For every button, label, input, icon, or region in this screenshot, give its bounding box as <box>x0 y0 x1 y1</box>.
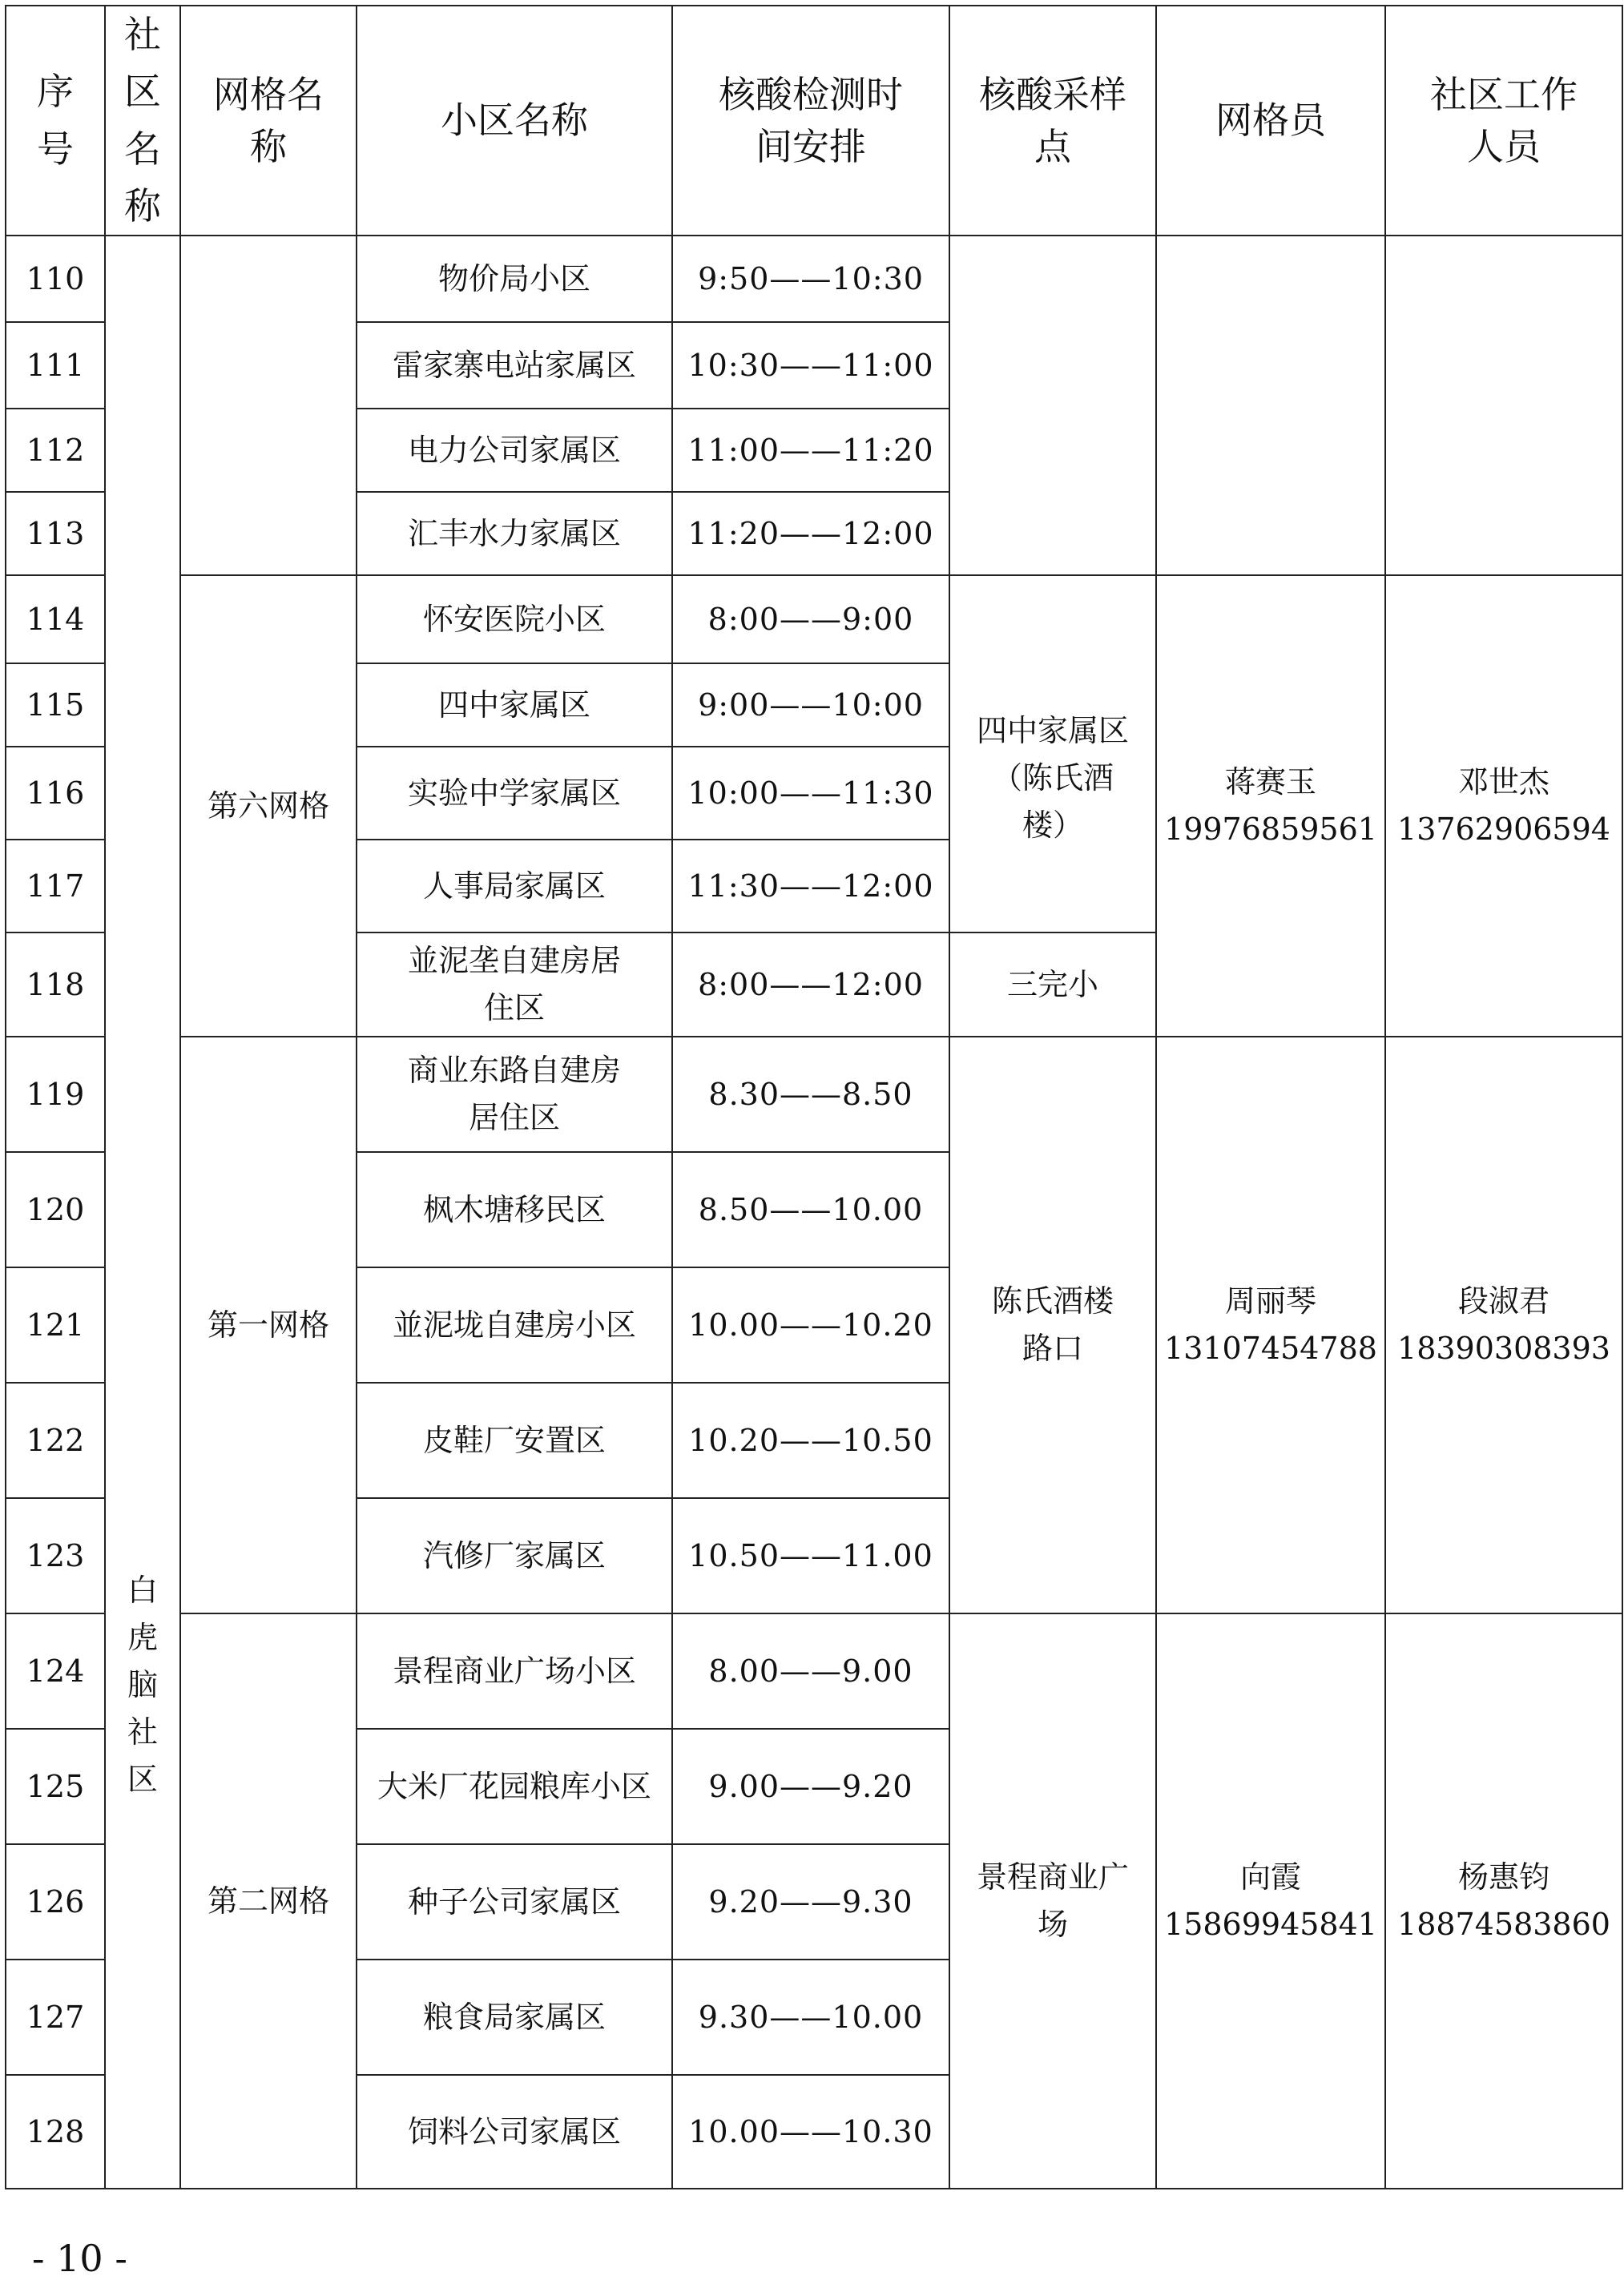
time-cell: 9.20——9.30 <box>672 1844 949 1960</box>
staff-cell-g2: 杨惠钧 18874583860 <box>1385 1613 1622 2189</box>
estate-cell: 种子公司家属区 <box>357 1844 672 1960</box>
estate-cell: 枫木塘移民区 <box>357 1152 672 1267</box>
estate-cell: 实验中学家属区 <box>357 747 672 840</box>
header-gridman: 网格员 <box>1156 6 1385 236</box>
table-row <box>6 575 1622 663</box>
seq-cell: 121 <box>6 1267 105 1383</box>
community-cell: 白虎脑社区 <box>105 236 180 2189</box>
seq-cell: 117 <box>6 840 105 933</box>
time-cell: 8:00——9:00 <box>672 575 949 663</box>
staff-cell-g1: 段淑君 18390308393 <box>1385 1037 1622 1613</box>
time-cell: 11:20——12:00 <box>672 492 949 575</box>
seq-cell: 120 <box>6 1152 105 1267</box>
estate-cell: 皮鞋厂安置区 <box>357 1383 672 1498</box>
header-community: 社区名称 <box>105 6 180 236</box>
header-time: 核酸检测时间安排 <box>672 6 949 236</box>
table-row <box>6 1037 1622 1152</box>
page-number: - 10 - <box>32 2237 127 2280</box>
seq-cell: 124 <box>6 1613 105 1729</box>
estate-cell: 雷家寨电站家属区 <box>357 322 672 409</box>
header-site: 核酸采样点 <box>949 6 1156 236</box>
site-cell-g6: 四中家属区（陈氏酒楼） <box>949 575 1156 933</box>
estate-cell: 电力公司家属区 <box>357 409 672 492</box>
gridman-cell-g2: 向霞 15869945841 <box>1156 1613 1385 2189</box>
time-cell: 9.30——10.00 <box>672 1960 949 2075</box>
seq-cell: 111 <box>6 322 105 409</box>
staff-cell-g6: 邓世杰 13762906594 <box>1385 575 1622 1037</box>
estate-cell: 汽修厂家属区 <box>357 1498 672 1613</box>
gridman-cell-prev <box>1156 236 1385 575</box>
staff-cell-prev <box>1385 236 1622 575</box>
seq-cell: 123 <box>6 1498 105 1613</box>
estate-cell: 景程商业广场小区 <box>357 1613 672 1729</box>
seq-cell: 128 <box>6 2075 105 2189</box>
estate-cell: 四中家属区 <box>357 663 672 747</box>
gridman-cell-g6: 蒋赛玉 19976859561 <box>1156 575 1385 1037</box>
seq-cell: 126 <box>6 1844 105 1960</box>
estate-cell: 物价局小区 <box>357 236 672 322</box>
seq-cell: 112 <box>6 409 105 492</box>
seq-cell: 119 <box>6 1037 105 1152</box>
seq-cell: 127 <box>6 1960 105 2075</box>
estate-cell: 粮食局家属区 <box>357 1960 672 2075</box>
grid-cell-g6: 第六网格 <box>180 575 357 1037</box>
schedule-table <box>5 5 1623 2189</box>
time-cell: 9:00——10:00 <box>672 663 949 747</box>
header-seq: 序号 <box>6 6 105 236</box>
header-estate: 小区名称 <box>357 6 672 236</box>
estate-cell: 並泥垄自建房居住区 <box>357 933 672 1037</box>
gridman-cell-g1: 周丽琴 13107454788 <box>1156 1037 1385 1613</box>
time-cell: 8.00——9.00 <box>672 1613 949 1729</box>
table-row <box>6 1613 1622 1729</box>
estate-cell: 並泥垅自建房小区 <box>357 1267 672 1383</box>
seq-cell: 114 <box>6 575 105 663</box>
time-cell: 8:00——12:00 <box>672 933 949 1037</box>
site-cell-g6b: 三完小 <box>949 933 1156 1037</box>
seq-cell: 116 <box>6 747 105 840</box>
seq-cell: 122 <box>6 1383 105 1498</box>
time-cell: 10:30——11:00 <box>672 322 949 409</box>
seq-cell: 110 <box>6 236 105 322</box>
estate-cell: 饲料公司家属区 <box>357 2075 672 2189</box>
time-cell: 8.30——8.50 <box>672 1037 949 1152</box>
table-row <box>6 236 1622 322</box>
time-cell: 8.50——10.00 <box>672 1152 949 1267</box>
grid-cell-prev <box>180 236 357 575</box>
time-cell: 11:00——11:20 <box>672 409 949 492</box>
seq-cell: 118 <box>6 933 105 1037</box>
grid-cell-g2: 第二网格 <box>180 1613 357 2189</box>
site-cell-g1: 陈氏酒楼路口 <box>949 1037 1156 1613</box>
site-cell-prev <box>949 236 1156 575</box>
time-cell: 11:30——12:00 <box>672 840 949 933</box>
time-cell: 10.50——11.00 <box>672 1498 949 1613</box>
header-grid-name: 网格名称 <box>180 6 357 236</box>
estate-cell: 汇丰水力家属区 <box>357 492 672 575</box>
time-cell: 10.20——10.50 <box>672 1383 949 1498</box>
header-row <box>6 6 1622 236</box>
estate-cell: 怀安医院小区 <box>357 575 672 663</box>
seq-cell: 125 <box>6 1729 105 1844</box>
time-cell: 10.00——10.20 <box>672 1267 949 1383</box>
seq-cell: 115 <box>6 663 105 747</box>
site-cell-g2: 景程商业广场 <box>949 1613 1156 2189</box>
estate-cell: 商业东路自建房居住区 <box>357 1037 672 1152</box>
estate-cell: 大米厂花园粮库小区 <box>357 1729 672 1844</box>
seq-cell: 113 <box>6 492 105 575</box>
time-cell: 10.00——10.30 <box>672 2075 949 2189</box>
grid-cell-g1: 第一网格 <box>180 1037 357 1613</box>
time-cell: 10:00——11:30 <box>672 747 949 840</box>
time-cell: 9.00——9.20 <box>672 1729 949 1844</box>
header-staff: 社区工作人员 <box>1385 6 1622 236</box>
estate-cell: 人事局家属区 <box>357 840 672 933</box>
time-cell: 9:50——10:30 <box>672 236 949 322</box>
